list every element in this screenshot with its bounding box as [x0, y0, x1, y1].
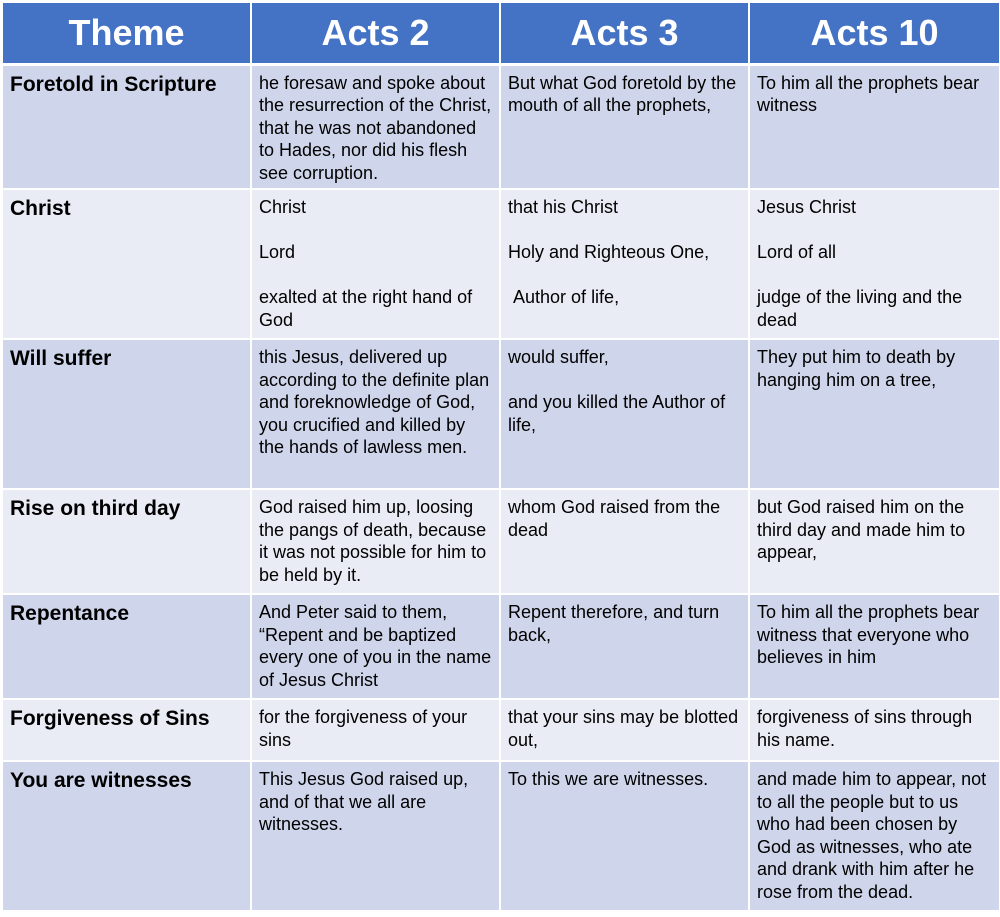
cell-text: Holy and Righteous One,	[508, 242, 710, 262]
theme-cell: Forgiveness of Sins	[2, 699, 251, 761]
acts-10-cell	[749, 699, 1000, 761]
table-row	[2, 594, 1000, 699]
acts-2-cell	[251, 64, 500, 189]
theme-cell: Christ	[2, 189, 251, 339]
cell-text: Christ	[259, 197, 307, 217]
cell-text: would suffer,	[508, 347, 609, 367]
table-row	[2, 64, 1000, 189]
header-row	[2, 2, 1000, 64]
cell-text: And Peter said to them, “Repent and be baptized every one of you in the name of Jesus Christ	[259, 602, 492, 690]
cell-text: this Jesus, delivered up according to the definite plan and foreknowledge of God, you crucified and killed by the hands of lawless men.	[259, 347, 490, 457]
cell-text: To him all the prophets bear witness	[757, 72, 980, 115]
acts-3-cell	[500, 189, 749, 339]
cell-text: for the forgiveness of your sins	[259, 707, 468, 750]
cell-text: To him all the prophets bear witness that everyone who believes in him	[757, 602, 980, 667]
cell-text: but God raised him on the third day and made him to appear,	[757, 497, 966, 562]
header-acts-10: Acts 10	[749, 2, 1000, 64]
acts-2-cell	[251, 761, 500, 911]
acts-10-cell	[749, 594, 1000, 699]
table-row	[2, 189, 1000, 339]
acts-3-cell	[500, 699, 749, 761]
cell-text: exalted at the right hand of God	[259, 287, 473, 330]
cell-text: that his Christ	[508, 197, 619, 217]
cell-text: To this we are witnesses.	[508, 769, 709, 789]
acts-10-cell	[749, 64, 1000, 189]
cell-text: Lord	[259, 242, 296, 262]
cell-text: This Jesus God raised up, and of that we all are witnesses.	[259, 769, 469, 834]
theme-cell: Will suffer	[2, 339, 251, 489]
acts-3-cell	[500, 339, 749, 489]
table-row	[2, 699, 1000, 761]
acts-10-cell	[749, 189, 1000, 339]
acts-3-cell	[500, 64, 749, 189]
table-row	[2, 339, 1000, 489]
acts-2-cell	[251, 699, 500, 761]
acts-2-cell	[251, 489, 500, 594]
theme-cell: Repentance	[2, 594, 251, 699]
cell-text: whom God raised from the dead	[508, 497, 721, 540]
cell-text: and you killed the Author of life,	[508, 392, 726, 435]
acts-10-cell	[749, 339, 1000, 489]
cell-text: Jesus Christ	[757, 197, 857, 217]
cell-text: God raised him up, loosing the pangs of death, because it was not possible for him to be held by it.	[259, 497, 487, 585]
cell-text: forgiveness of sins through his name.	[757, 707, 973, 750]
table-row	[2, 761, 1000, 911]
cell-text: that your sins may be blotted out,	[508, 707, 739, 750]
acts-sermon-comparison-table	[1, 1, 1000, 912]
theme-cell: Rise on third day	[2, 489, 251, 594]
cell-text: But what God foretold by the mouth of all the prophets,	[508, 72, 737, 115]
theme-cell: You are witnesses	[2, 761, 251, 911]
acts-10-cell	[749, 489, 1000, 594]
header-acts-3: Acts 3	[500, 2, 749, 64]
acts-2-cell	[251, 339, 500, 489]
table-row	[2, 489, 1000, 594]
theme-cell: Foretold in Scripture	[2, 64, 251, 189]
cell-text: he foresaw and spoke about the resurrection of the Christ, that he was not abandoned to Hades, nor did his flesh see corruption.	[259, 72, 492, 183]
acts-3-cell	[500, 594, 749, 699]
cell-text: and made him to appear, not to all the people but to us who had been chosen by God as witnesses, who ate and drank with him after he rose from the dead.	[757, 769, 987, 902]
cell-text: They put him to death by hanging him on a tree,	[757, 347, 956, 390]
acts-2-cell	[251, 594, 500, 699]
cell-text: Repent therefore, and turn back,	[508, 602, 720, 645]
acts-3-cell	[500, 489, 749, 594]
acts-10-cell	[749, 761, 1000, 911]
cell-text: Author of life,	[508, 287, 620, 307]
header-acts-2: Acts 2	[251, 2, 500, 64]
header-theme: Theme	[2, 2, 251, 64]
cell-text: judge of the living and the dead	[757, 287, 963, 330]
acts-2-cell	[251, 189, 500, 339]
cell-text: Lord of all	[757, 242, 837, 262]
acts-3-cell	[500, 761, 749, 911]
